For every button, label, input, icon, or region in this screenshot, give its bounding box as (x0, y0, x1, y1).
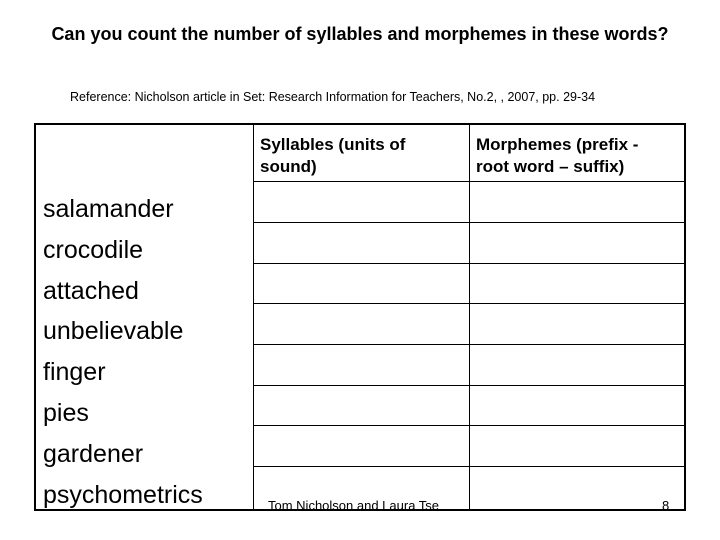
row-divider (253, 222, 684, 223)
word-attached: attached (43, 276, 139, 305)
column-divider (469, 125, 470, 509)
header-divider (253, 181, 684, 182)
header-syllables: Syllables (units of sound) (260, 135, 406, 176)
footer-author: Tom Nicholson and Laura Tse (268, 498, 440, 510)
word-psychometrics: psychometrics (43, 480, 203, 509)
row-divider (253, 263, 684, 264)
row-divider (253, 466, 684, 467)
word-unbelievable: unbelievable (43, 317, 184, 346)
row-divider (253, 303, 684, 304)
reference-citation: Reference: Nicholson article in Set: Research Information for Teachers, No.2, , 2007, pp. 29-34 (70, 90, 596, 104)
row-divider (253, 425, 684, 426)
slide-title: Can you count the number of syllables and morphemes in these words? (51, 24, 669, 44)
syllable-morpheme-table (34, 123, 686, 511)
word-finger: finger (43, 358, 106, 387)
word-list (43, 189, 203, 515)
column-divider (253, 125, 254, 509)
word-salamander: salamander (43, 195, 174, 223)
row-divider (253, 385, 684, 386)
row-divider (253, 344, 684, 345)
word-crocodile: crocodile (43, 235, 144, 264)
header-morphemes: Morphemes (prefix - root word – suffix) (476, 135, 639, 176)
footer-page-number: 8 (662, 498, 670, 510)
word-gardener: gardener (43, 439, 144, 468)
word-pies: pies (43, 398, 89, 427)
